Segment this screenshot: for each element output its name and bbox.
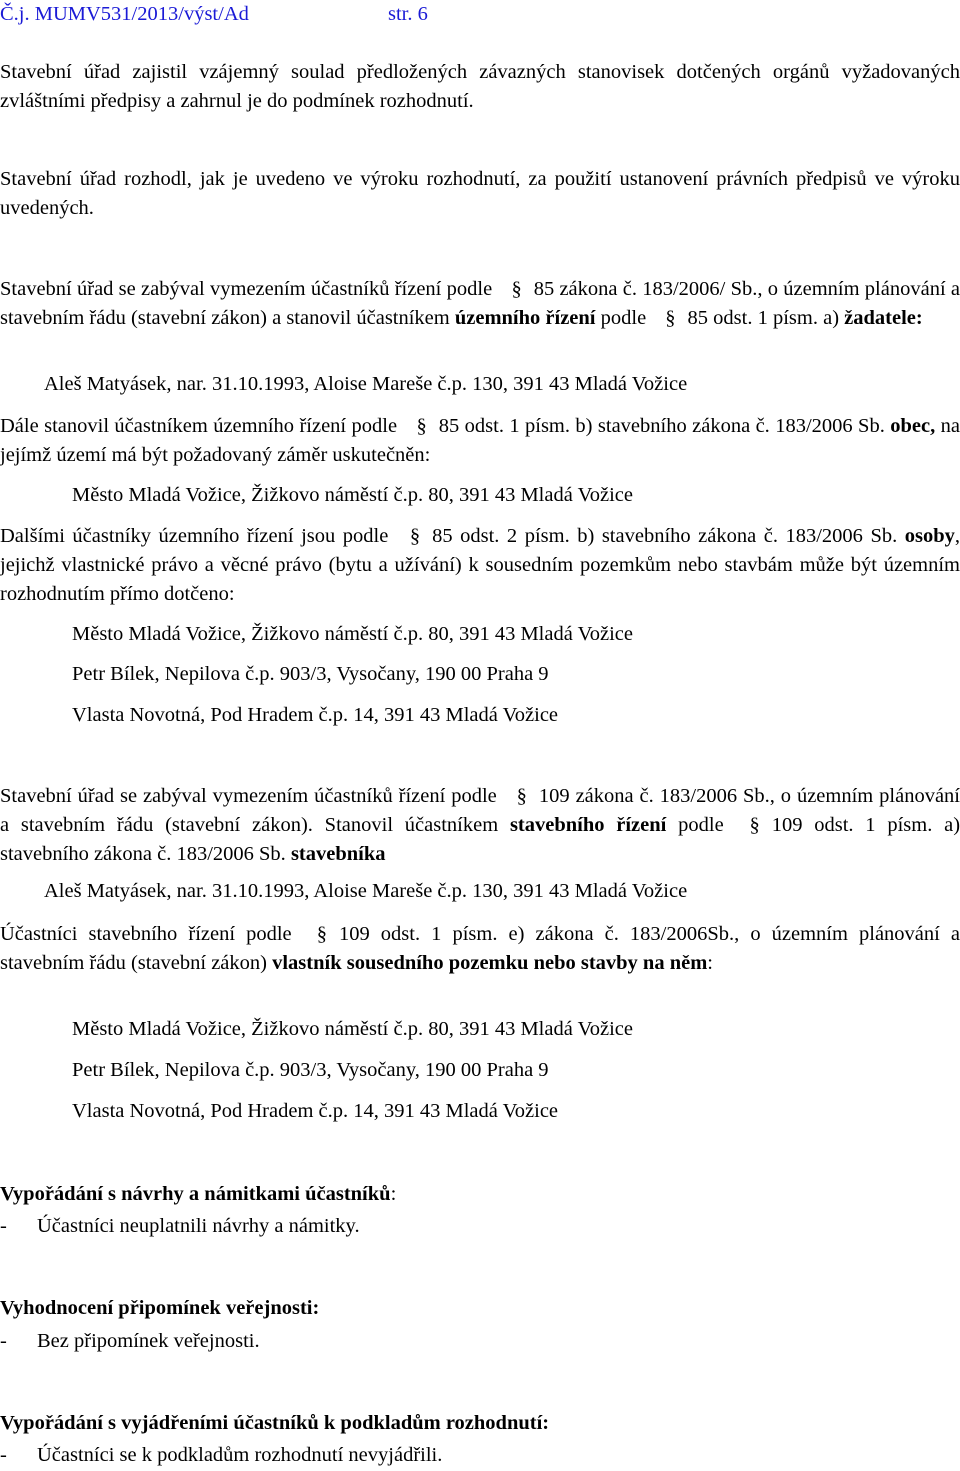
paragraph-municipality-participant: Dále stanovil účastníkem územního řízení podle § 85 odst. 1 písm. b) stavebního zákona č. 183/2006 Sb. obec, na jejímž území má být požadovaný záměr uskutečněn: bbox=[0, 412, 960, 470]
bold-term: stavebníka bbox=[290, 843, 386, 865]
applicant-line: Aleš Matyásek, nar. 31.10.1993, Aloise Mareše č.p. 130, 391 43 Mladá Vožice bbox=[44, 880, 688, 902]
party-line: Město Mladá Vožice, Žižkovo náměstí č.p. 80, 391 43 Mladá Vožice bbox=[72, 623, 633, 645]
party-line: Město Mladá Vožice, Žižkovo náměstí č.p. 80, 391 43 Mladá Vožice bbox=[72, 1018, 633, 1040]
bold-term: územního řízení bbox=[454, 307, 596, 329]
applicant-line: Aleš Matyásek, nar. 31.10.1993, Aloise Mareše č.p. 130, 391 43 Mladá Vožice bbox=[44, 373, 688, 395]
party-line: Vlasta Novotná, Pod Hradem č.p. 14, 391 43 Mladá Vožice bbox=[72, 704, 559, 726]
bold-term: žadatele: bbox=[844, 307, 923, 329]
reference-number: Č.j. MUMV531/2013/výst/Ad bbox=[0, 3, 249, 25]
municipality-line: Město Mladá Vožice, Žižkovo náměstí č.p. 80, 391 43 Mladá Vožice bbox=[72, 484, 633, 506]
paragraph-neighbor-owners: Účastníci stavebního řízení podle § 109 odst. 1 písm. e) zákona č. 183/2006Sb., o územním plánování a stavebním řádu (stavební zákon) vlastník sousedního pozemku nebo stavby na něm: bbox=[0, 920, 960, 978]
section-heading-objections: Vypořádání s návrhy a námitkami účastníků: bbox=[0, 1183, 397, 1205]
section-heading-public: Vyhodnocení připomínek veřejnosti: bbox=[0, 1297, 320, 1319]
paragraph-harmony: Stavební úřad zajistil vzájemný soulad předložených závazných stanovisek dotčených orgánů vyžadovaných zvláštními předpisy a zahrnul je do podmínek rozhodnutí. bbox=[0, 61, 960, 112]
party-line: Petr Bílek, Nepilova č.p. 903/3, Vysočany, 190 00 Praha 9 bbox=[72, 1059, 549, 1081]
bold-term: vlastník sousedního pozemku nebo stavby na něm bbox=[272, 952, 708, 974]
bold-term: obec, bbox=[890, 415, 936, 437]
bullet-statements: - Účastníci se k podkladům rozhodnutí nevyjádřili. bbox=[0, 1444, 443, 1466]
paragraph-other-participants: Dalšími účastníky územního řízení jsou podle § 85 odst. 2 písm. b) stavebního zákona č. 183/2006 Sb. osoby, jejichž vlastnické právo a věcné právo (bytu a užívání) k sousedním pozemkům nebo stavbám může být územním rozhodnutím přímo dotčeno: bbox=[0, 522, 960, 609]
bullet-objections: - Účastníci neuplatnili návrhy a námitky. bbox=[0, 1215, 360, 1237]
paragraph-decision: Stavební úřad rozhodl, jak je uvedeno ve výroku rozhodnutí, za použití ustanovení právních předpisů ve výroku uvedených. bbox=[0, 168, 960, 219]
section-sign: § bbox=[409, 525, 421, 547]
bold-term: osoby bbox=[904, 525, 955, 547]
paragraph-zoning-participants: Stavební úřad se zabýval vymezením účastníků řízení podle § 85 zákona č. 183/2006/ Sb., o územním plánování a stavebním řádu (stavební zákon) a stanovil účastníkem územního řízení podle § 85 odst. 1 písm. a) žadatele: bbox=[0, 275, 960, 333]
page-number: str. 6 bbox=[388, 3, 428, 25]
bullet-public: - Bez připomínek veřejnosti. bbox=[0, 1330, 260, 1352]
section-sign: § bbox=[316, 923, 327, 945]
bold-term: stavebního řízení bbox=[509, 814, 667, 836]
section-sign: § bbox=[665, 307, 676, 329]
party-line: Petr Bílek, Nepilova č.p. 903/3, Vysočany, 190 00 Praha 9 bbox=[72, 663, 549, 685]
paragraph-building-participants: Stavební úřad se zabýval vymezením účastníků řízení podle § 109 zákona č. 183/2006 Sb., o územním plánování a stavebním řádu (stavební zákon). Stanovil účastníkem stavebního řízení podle § 109 odst. 1 písm. a) stavebního zákona č. 183/2006 Sb. stavebníka bbox=[0, 782, 960, 869]
section-sign: § bbox=[749, 814, 760, 836]
section-sign: § bbox=[516, 785, 527, 807]
page-header bbox=[0, 2, 428, 26]
party-line: Vlasta Novotná, Pod Hradem č.p. 14, 391 43 Mladá Vožice bbox=[72, 1100, 559, 1122]
section-heading-statements: Vypořádání s vyjádřeními účastníků k podkladům rozhodnutí: bbox=[0, 1412, 550, 1434]
section-sign: § bbox=[511, 278, 522, 300]
section-sign: § bbox=[416, 415, 427, 437]
